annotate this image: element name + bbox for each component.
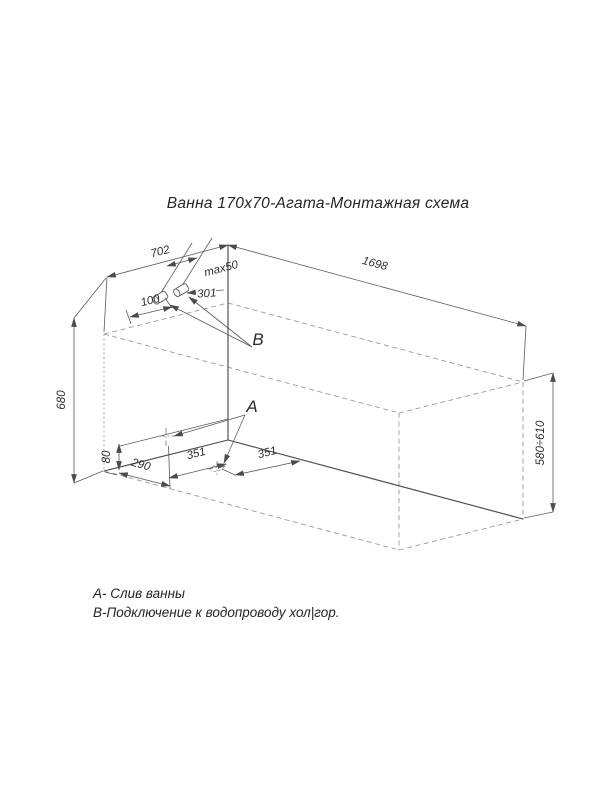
legend-supply: В-Подключение к водопроводу хол|гор. <box>93 605 340 620</box>
bathtub-hidden-edges <box>104 303 523 550</box>
dim-length <box>228 245 526 380</box>
legend <box>92 586 340 620</box>
dim-line <box>228 245 526 326</box>
extension-line-top <box>524 373 553 381</box>
dim-supply-spacing-label: 301 <box>196 287 217 301</box>
extension-line <box>105 472 117 475</box>
extension-line-bottom <box>74 471 103 483</box>
supply-pipe-2 <box>172 283 189 298</box>
leader-a-drain <box>224 415 245 463</box>
dim-drain-end-offset-line <box>119 473 170 486</box>
dim-drain-center-right-line <box>235 461 300 475</box>
bottom-edge-right <box>399 519 523 550</box>
leader-a-face <box>174 415 245 436</box>
dim-supply-offset-label: 100 <box>139 292 162 310</box>
page-title: Ванна 170x70-Агата-Монтажная схема <box>166 195 470 212</box>
drain-projection-line <box>169 446 171 489</box>
bottom-edge-back <box>104 471 399 550</box>
dim-drain-end-offset-label: 290 <box>129 456 152 474</box>
mark-a-label: A <box>246 397 258 416</box>
dim-height-total-label: 680 <box>56 390 68 410</box>
dim-drain-center-right-label: 351 <box>256 444 279 462</box>
extension-line-top <box>74 278 106 318</box>
dim-supply-protrusion-label: max50 <box>203 258 240 280</box>
dim-width-label: 702 <box>149 243 172 261</box>
mark-b-label: B <box>252 330 264 349</box>
pipe-axis-line-2 <box>180 238 212 289</box>
dim-height-rim-label: 580÷610 <box>535 420 547 466</box>
extension-line <box>104 277 107 332</box>
top-edge-left <box>104 303 228 334</box>
water-supply-group <box>126 238 264 349</box>
top-edge-right <box>399 382 523 413</box>
tick-right <box>165 298 172 308</box>
dim-height-total <box>56 278 106 483</box>
dim-length-label: 1698 <box>360 254 389 274</box>
legend-drain: А- Слив ванны <box>93 586 185 601</box>
bathtub-visible-edges <box>104 245 523 519</box>
dim-drain-height-label: 80 <box>101 450 113 464</box>
dim-supply-offset-line <box>130 307 172 317</box>
dim-height-rim <box>524 373 553 518</box>
dim-drain-center-left-label: 351 <box>185 445 208 463</box>
dim-drain-center-left-line <box>169 464 226 478</box>
extension-line <box>523 326 526 380</box>
leader-b-pipe1 <box>170 305 252 347</box>
tub-bottom-line <box>120 419 228 446</box>
top-edge-front <box>228 303 523 382</box>
extension-line-bottom <box>524 512 553 518</box>
extension-line <box>222 469 235 475</box>
